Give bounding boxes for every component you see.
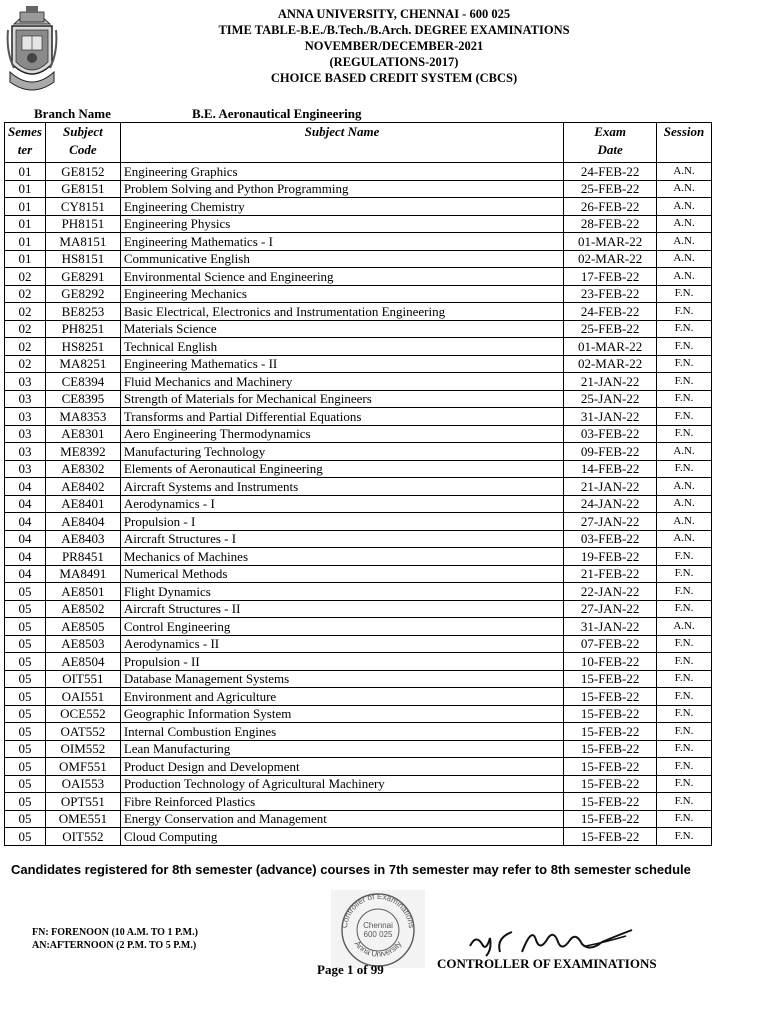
cell-semester: 02: [5, 355, 46, 373]
table-row: [5, 303, 712, 321]
cell-session: F.N.: [657, 775, 712, 793]
cell-semester: 05: [5, 740, 46, 758]
cell-exam-date: 24-JAN-22: [564, 495, 657, 513]
cell-session: F.N.: [657, 565, 712, 583]
cell-semester: 04: [5, 495, 46, 513]
cell-exam-date: 24-FEB-22: [564, 163, 657, 181]
cell-exam-date: 15-FEB-22: [564, 828, 657, 846]
cell-semester: 02: [5, 303, 46, 321]
cell-exam-date: 17-FEB-22: [564, 268, 657, 286]
cell-semester: 03: [5, 390, 46, 408]
cell-session: F.N.: [657, 285, 712, 303]
cell-subject-name: Aerodynamics - I: [120, 495, 563, 513]
table-row: [5, 250, 712, 268]
cell-subject-code: OIT552: [45, 828, 120, 846]
cell-session: A.N.: [657, 443, 712, 461]
cell-exam-date: 15-FEB-22: [564, 705, 657, 723]
document-header: [0, 6, 768, 86]
table-row: [5, 670, 712, 688]
cell-session: A.N.: [657, 618, 712, 636]
cell-subject-name: Propulsion - II: [120, 653, 563, 671]
table-row: [5, 530, 712, 548]
cell-exam-date: 27-JAN-22: [564, 600, 657, 618]
cell-session: A.N.: [657, 513, 712, 531]
controller-title: CONTROLLER OF EXAMINATIONS: [437, 956, 657, 971]
cell-exam-date: 31-JAN-22: [564, 408, 657, 426]
cell-semester: 05: [5, 828, 46, 846]
cell-subject-name: Materials Science: [120, 320, 563, 338]
cell-semester: 03: [5, 408, 46, 426]
cell-session: F.N.: [657, 723, 712, 741]
cell-session: A.N.: [657, 180, 712, 198]
table-row: [5, 443, 712, 461]
cell-subject-code: OME551: [45, 810, 120, 828]
cell-exam-date: 28-FEB-22: [564, 215, 657, 233]
cell-exam-date: 23-FEB-22: [564, 285, 657, 303]
table-row: [5, 338, 712, 356]
table-header-row: [5, 123, 712, 163]
cell-subject-code: ME8392: [45, 443, 120, 461]
cell-subject-name: Control Engineering: [120, 618, 563, 636]
cell-semester: 05: [5, 653, 46, 671]
cell-exam-date: 22-JAN-22: [564, 583, 657, 601]
cell-exam-date: 07-FEB-22: [564, 635, 657, 653]
cell-exam-date: 15-FEB-22: [564, 688, 657, 706]
cell-exam-date: 21-JAN-22: [564, 373, 657, 391]
cell-exam-date: 24-FEB-22: [564, 303, 657, 321]
cell-semester: 02: [5, 285, 46, 303]
cell-subject-name: Aero Engineering Thermodynamics: [120, 425, 563, 443]
cell-subject-name: Propulsion - I: [120, 513, 563, 531]
cell-subject-name: Manufacturing Technology: [120, 443, 563, 461]
table-row: [5, 268, 712, 286]
cell-semester: 02: [5, 338, 46, 356]
cell-subject-name: Lean Manufacturing: [120, 740, 563, 758]
cell-semester: 05: [5, 775, 46, 793]
cell-subject-name: Product Design and Development: [120, 758, 563, 776]
cell-subject-name: Elements of Aeronautical Engineering: [120, 460, 563, 478]
cell-session: F.N.: [657, 653, 712, 671]
cell-exam-date: 01-MAR-22: [564, 338, 657, 356]
cell-exam-date: 02-MAR-22: [564, 355, 657, 373]
cell-exam-date: 15-FEB-22: [564, 670, 657, 688]
cell-subject-name: Production Technology of Agricultural Machinery: [120, 775, 563, 793]
cell-session: A.N.: [657, 250, 712, 268]
cell-subject-code: AE8501: [45, 583, 120, 601]
cell-subject-code: GE8151: [45, 180, 120, 198]
cell-exam-date: 31-JAN-22: [564, 618, 657, 636]
cell-semester: 05: [5, 705, 46, 723]
cell-subject-name: Aircraft Structures - I: [120, 530, 563, 548]
cell-semester: 05: [5, 723, 46, 741]
table-row: [5, 285, 712, 303]
cell-semester: 04: [5, 565, 46, 583]
cell-semester: 04: [5, 548, 46, 566]
cell-exam-date: 15-FEB-22: [564, 775, 657, 793]
table-row: [5, 565, 712, 583]
cell-subject-code: AE8403: [45, 530, 120, 548]
cell-subject-name: Aerodynamics - II: [120, 635, 563, 653]
cell-exam-date: 03-FEB-22: [564, 425, 657, 443]
table-row: [5, 583, 712, 601]
table-row: [5, 635, 712, 653]
cell-exam-date: 02-MAR-22: [564, 250, 657, 268]
table-row: [5, 390, 712, 408]
table-row: [5, 618, 712, 636]
cell-subject-name: Engineering Mechanics: [120, 285, 563, 303]
cell-session: F.N.: [657, 548, 712, 566]
cell-semester: 03: [5, 425, 46, 443]
timetable-body: [5, 163, 712, 846]
cell-subject-name: Mechanics of Machines: [120, 548, 563, 566]
cell-subject-code: PR8451: [45, 548, 120, 566]
cell-semester: 05: [5, 583, 46, 601]
cell-session: F.N.: [657, 408, 712, 426]
cell-subject-code: MA8251: [45, 355, 120, 373]
cell-subject-name: Environment and Agriculture: [120, 688, 563, 706]
cell-subject-code: MA8353: [45, 408, 120, 426]
table-row: [5, 705, 712, 723]
table-row: [5, 215, 712, 233]
seal-top-text: Controller of Examinations: [339, 891, 416, 929]
cell-subject-code: AE8401: [45, 495, 120, 513]
cell-exam-date: 01-MAR-22: [564, 233, 657, 251]
cell-subject-name: Engineering Mathematics - II: [120, 355, 563, 373]
cell-exam-date: 15-FEB-22: [564, 810, 657, 828]
cell-semester: 05: [5, 670, 46, 688]
table-row: [5, 408, 712, 426]
cell-semester: 03: [5, 460, 46, 478]
cell-session: F.N.: [657, 355, 712, 373]
cell-session: F.N.: [657, 688, 712, 706]
cell-subject-name: Problem Solving and Python Programming: [120, 180, 563, 198]
table-row: [5, 180, 712, 198]
cell-subject-code: CY8151: [45, 198, 120, 216]
cell-subject-code: CE8394: [45, 373, 120, 391]
cell-exam-date: 03-FEB-22: [564, 530, 657, 548]
cell-semester: 05: [5, 810, 46, 828]
cell-exam-date: 15-FEB-22: [564, 793, 657, 811]
cell-semester: 04: [5, 478, 46, 496]
table-row: [5, 373, 712, 391]
seal-bottom-text: Anna University: [352, 939, 404, 959]
table-row: [5, 163, 712, 181]
cell-subject-code: HS8251: [45, 338, 120, 356]
cell-exam-date: 10-FEB-22: [564, 653, 657, 671]
cell-subject-name: Fibre Reinforced Plastics: [120, 793, 563, 811]
advance-courses-note: Candidates registered for 8th semester (advance) courses in 7th semester may refer to 8th semester schedule: [11, 862, 691, 877]
cell-subject-code: GE8291: [45, 268, 120, 286]
cell-session: F.N.: [657, 320, 712, 338]
table-row: [5, 548, 712, 566]
table-row: [5, 828, 712, 846]
timetable-table: [4, 122, 712, 846]
timetable-title: TIME TABLE-B.E./B.Tech./B.Arch. DEGREE EXAMINATIONS: [218, 23, 570, 37]
cell-subject-code: OIT551: [45, 670, 120, 688]
cell-session: F.N.: [657, 460, 712, 478]
cell-semester: 02: [5, 320, 46, 338]
cell-subject-name: Engineering Graphics: [120, 163, 563, 181]
cell-subject-code: OPT551: [45, 793, 120, 811]
cell-subject-name: Strength of Materials for Mechanical Engineers: [120, 390, 563, 408]
cell-semester: 01: [5, 180, 46, 198]
cell-semester: 01: [5, 198, 46, 216]
cell-semester: 01: [5, 215, 46, 233]
cell-subject-name: Fluid Mechanics and Machinery: [120, 373, 563, 391]
cell-subject-name: Environmental Science and Engineering: [120, 268, 563, 286]
cell-session: F.N.: [657, 793, 712, 811]
seal-center-line1: Chennai: [363, 921, 393, 930]
cell-subject-code: OAI551: [45, 688, 120, 706]
cell-semester: 04: [5, 513, 46, 531]
cell-subject-name: Technical English: [120, 338, 563, 356]
cell-session: A.N.: [657, 478, 712, 496]
cell-session: F.N.: [657, 758, 712, 776]
cell-exam-date: 27-JAN-22: [564, 513, 657, 531]
table-row: [5, 425, 712, 443]
cell-semester: 05: [5, 635, 46, 653]
cell-exam-date: 25-FEB-22: [564, 320, 657, 338]
cell-subject-name: Basic Electrical, Electronics and Instrumentation Engineering: [120, 303, 563, 321]
cell-semester: 01: [5, 250, 46, 268]
header-semester-line1: Semes: [8, 124, 42, 139]
cell-session: A.N.: [657, 163, 712, 181]
table-row: [5, 198, 712, 216]
table-row: [5, 320, 712, 338]
cell-subject-code: AE8302: [45, 460, 120, 478]
branch-value: B.E. Aeronautical Engineering: [192, 106, 362, 121]
table-row: [5, 355, 712, 373]
cell-subject-code: AE8505: [45, 618, 120, 636]
cell-subject-code: AE8504: [45, 653, 120, 671]
cell-subject-name: Engineering Physics: [120, 215, 563, 233]
cell-exam-date: 14-FEB-22: [564, 460, 657, 478]
cell-session: A.N.: [657, 268, 712, 286]
cell-exam-date: 25-FEB-22: [564, 180, 657, 198]
cell-subject-code: HS8151: [45, 250, 120, 268]
cell-subject-code: BE8253: [45, 303, 120, 321]
header-semester-line2: ter: [17, 142, 33, 157]
cell-semester: 05: [5, 758, 46, 776]
cell-session: A.N.: [657, 530, 712, 548]
table-row: [5, 233, 712, 251]
cell-subject-code: OCE552: [45, 705, 120, 723]
cell-subject-name: Engineering Chemistry: [120, 198, 563, 216]
cell-subject-name: Aircraft Systems and Instruments: [120, 478, 563, 496]
cell-subject-name: Aircraft Structures - II: [120, 600, 563, 618]
cell-subject-code: OIM552: [45, 740, 120, 758]
table-row: [5, 723, 712, 741]
cell-exam-date: 09-FEB-22: [564, 443, 657, 461]
cell-exam-date: 25-JAN-22: [564, 390, 657, 408]
cell-semester: 01: [5, 233, 46, 251]
cell-session: F.N.: [657, 740, 712, 758]
cell-session: A.N.: [657, 495, 712, 513]
header-subject-name: [120, 123, 563, 163]
branch-row: [0, 106, 768, 122]
cell-session: F.N.: [657, 810, 712, 828]
cell-subject-code: AE8404: [45, 513, 120, 531]
cell-subject-name: Communicative English: [120, 250, 563, 268]
cell-subject-name: Internal Combustion Engines: [120, 723, 563, 741]
cell-subject-code: MA8491: [45, 565, 120, 583]
cell-subject-code: PH8251: [45, 320, 120, 338]
cell-subject-name: Transforms and Partial Differential Equations: [120, 408, 563, 426]
page-number: Page 1 of 99: [317, 962, 384, 977]
cell-session: F.N.: [657, 670, 712, 688]
cell-exam-date: 21-FEB-22: [564, 565, 657, 583]
header-semester: [5, 123, 46, 163]
university-name: ANNA UNIVERSITY, CHENNAI - 600 025: [277, 7, 511, 21]
branch-label: Branch Name: [34, 106, 111, 121]
cell-subject-name: Geographic Information System: [120, 705, 563, 723]
header-session-text: Session: [663, 124, 705, 139]
cell-subject-code: AE8503: [45, 635, 120, 653]
cell-exam-date: 21-JAN-22: [564, 478, 657, 496]
cell-session: A.N.: [657, 198, 712, 216]
seal-center-line2: 600 025: [363, 930, 393, 939]
cell-session: F.N.: [657, 635, 712, 653]
cell-subject-name: Cloud Computing: [120, 828, 563, 846]
cell-session: F.N.: [657, 373, 712, 391]
table-row: [5, 775, 712, 793]
cell-exam-date: 15-FEB-22: [564, 740, 657, 758]
cell-subject-code: OAT552: [45, 723, 120, 741]
cell-semester: 05: [5, 688, 46, 706]
cell-session: F.N.: [657, 425, 712, 443]
table-row: [5, 688, 712, 706]
cell-subject-code: OAI553: [45, 775, 120, 793]
controller-seal-icon: [331, 890, 425, 968]
table-row: [5, 495, 712, 513]
cell-subject-name: Energy Conservation and Management: [120, 810, 563, 828]
header-exam-date: [564, 123, 657, 163]
cell-session: F.N.: [657, 303, 712, 321]
cell-subject-code: CE8395: [45, 390, 120, 408]
cell-session: F.N.: [657, 600, 712, 618]
table-row: [5, 460, 712, 478]
cell-exam-date: 15-FEB-22: [564, 758, 657, 776]
session-legend: [32, 926, 198, 952]
cell-subject-name: Numerical Methods: [120, 565, 563, 583]
cell-subject-code: GE8292: [45, 285, 120, 303]
table-row: [5, 653, 712, 671]
cell-subject-code: MA8151: [45, 233, 120, 251]
table-row: [5, 758, 712, 776]
cell-semester: 01: [5, 163, 46, 181]
credit-system: CHOICE BASED CREDIT SYSTEM (CBCS): [270, 71, 518, 85]
cell-subject-code: PH8151: [45, 215, 120, 233]
header-session: [657, 123, 712, 163]
cell-subject-name: Engineering Mathematics - I: [120, 233, 563, 251]
cell-subject-name: Database Management Systems: [120, 670, 563, 688]
cell-session: F.N.: [657, 390, 712, 408]
cell-subject-code: AE8301: [45, 425, 120, 443]
cell-session: A.N.: [657, 215, 712, 233]
cell-semester: 05: [5, 793, 46, 811]
cell-subject-code: AE8502: [45, 600, 120, 618]
cell-subject-code: GE8152: [45, 163, 120, 181]
cell-exam-date: 19-FEB-22: [564, 548, 657, 566]
table-row: [5, 793, 712, 811]
table-row: [5, 740, 712, 758]
header-date-line2: Date: [597, 142, 623, 157]
regulations: (REGULATIONS-2017): [329, 55, 459, 69]
cell-subject-name: Flight Dynamics: [120, 583, 563, 601]
cell-session: F.N.: [657, 338, 712, 356]
cell-semester: 03: [5, 373, 46, 391]
cell-semester: 05: [5, 600, 46, 618]
header-date-line1: Exam: [594, 124, 626, 139]
signature-icon: [466, 922, 636, 960]
table-row: [5, 478, 712, 496]
cell-session: F.N.: [657, 705, 712, 723]
header-code-line1: Subject: [63, 124, 103, 139]
cell-exam-date: 26-FEB-22: [564, 198, 657, 216]
cell-semester: 05: [5, 618, 46, 636]
header-code-line2: Code: [69, 142, 97, 157]
table-row: [5, 600, 712, 618]
legend-forenoon: FN: FORENOON (10 A.M. TO 1 P.M.): [32, 927, 198, 938]
cell-session: F.N.: [657, 828, 712, 846]
cell-semester: 04: [5, 530, 46, 548]
cell-subject-code: AE8402: [45, 478, 120, 496]
cell-semester: 02: [5, 268, 46, 286]
cell-semester: 03: [5, 443, 46, 461]
exam-session: NOVEMBER/DECEMBER-2021: [304, 39, 484, 53]
cell-subject-code: OMF551: [45, 758, 120, 776]
header-subject-code: [45, 123, 120, 163]
header-name-text: Subject Name: [304, 124, 380, 139]
table-row: [5, 810, 712, 828]
table-row: [5, 513, 712, 531]
cell-session: A.N.: [657, 233, 712, 251]
cell-exam-date: 15-FEB-22: [564, 723, 657, 741]
cell-session: F.N.: [657, 583, 712, 601]
legend-afternoon: AN:AFTERNOON (2 P.M. TO 5 P.M.): [32, 940, 197, 951]
